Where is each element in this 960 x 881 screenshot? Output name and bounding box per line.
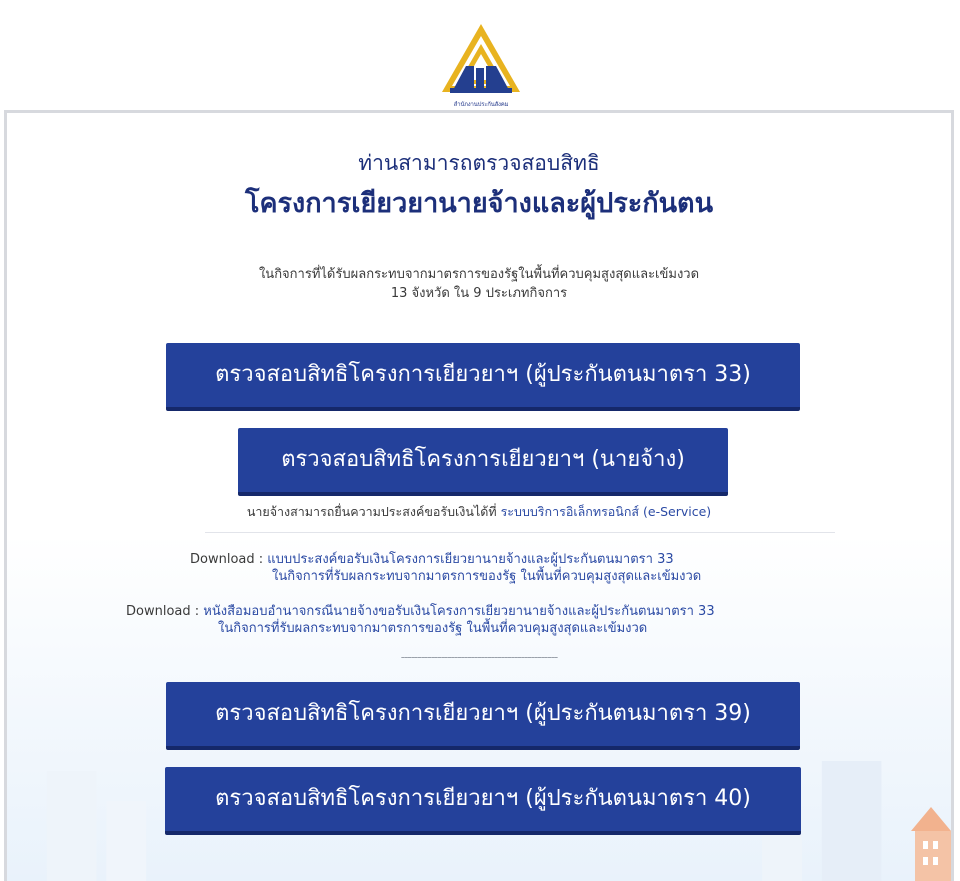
eservice-text: นายจ้างสามารถยื่นความประสงค์ขอรับเงินได้ที่ bbox=[246, 504, 497, 519]
eservice-link[interactable]: ระบบบริการอิเล็กทรอนิกส์ (e-Service) bbox=[500, 504, 712, 519]
description-line-1: ในกิจการที่ได้รับผลกระทบจากมาตรการของรัฐในพื้นที่ควบคุมสูงสุดและเข้มงวด bbox=[258, 267, 700, 282]
house-illustration-icon bbox=[911, 801, 951, 881]
download-label: Download : bbox=[190, 552, 264, 567]
download-link-request-form-line-2[interactable]: ในกิจการที่รับผลกระทบจากมาตรการของรัฐ ในพื้นที่ควบคุมสูงสุดและเข้มงวด bbox=[272, 569, 702, 584]
download-link-power-of-attorney-line-2[interactable]: ในกิจการที่รับผลกระทบจากมาตรการของรัฐ ในพื้นที่ควบคุมสูงสุดและเข้มงวด bbox=[218, 621, 648, 636]
page-title: โครงการเยียวยานายจ้างและผู้ประกันตน bbox=[244, 188, 714, 219]
download-link-power-of-attorney[interactable]: หนังสือมอบอำนาจกรณีนายจ้างขอรับเงินโครงการเยียวยานายจ้างและผู้ประกันตนมาตรา 33 bbox=[203, 604, 715, 619]
description-line-2: 13 จังหวัด ใน 9 ประเภทกิจการ bbox=[390, 286, 568, 301]
check-section-39-button[interactable]: ตรวจสอบสิทธิโครงการเยียวยาฯ (ผู้ประกันตนมาตรา 39) bbox=[166, 682, 800, 750]
download-label: Download : bbox=[126, 604, 200, 619]
download-item-power-of-attorney bbox=[126, 603, 715, 637]
page-subtitle: ท่านสามารถตรวจสอบสิทธิ bbox=[358, 151, 600, 175]
check-section-33-button[interactable]: ตรวจสอบสิทธิโครงการเยียวยาฯ (ผู้ประกันตนมาตรา 33) bbox=[166, 343, 800, 411]
eservice-note bbox=[7, 502, 951, 522]
dashed-separator: ----------------------------------------------- bbox=[400, 650, 558, 664]
sso-logo-icon bbox=[440, 22, 522, 98]
main-panel bbox=[4, 110, 954, 881]
check-employer-button[interactable]: ตรวจสอบสิทธิโครงการเยียวยาฯ (นายจ้าง) bbox=[238, 428, 728, 496]
divider bbox=[205, 532, 835, 533]
sso-logo bbox=[440, 22, 522, 110]
download-link-request-form[interactable]: แบบประสงค์ขอรับเงินโครงการเยียวยานายจ้างและผู้ประกันตนมาตรา 33 bbox=[267, 552, 674, 567]
sso-logo-caption: สำนักงานประกันสังคม bbox=[453, 101, 509, 108]
check-section-40-button[interactable]: ตรวจสอบสิทธิโครงการเยียวยาฯ (ผู้ประกันตนมาตรา 40) bbox=[165, 767, 801, 835]
program-description bbox=[7, 265, 951, 303]
download-item-request-form bbox=[190, 551, 701, 585]
